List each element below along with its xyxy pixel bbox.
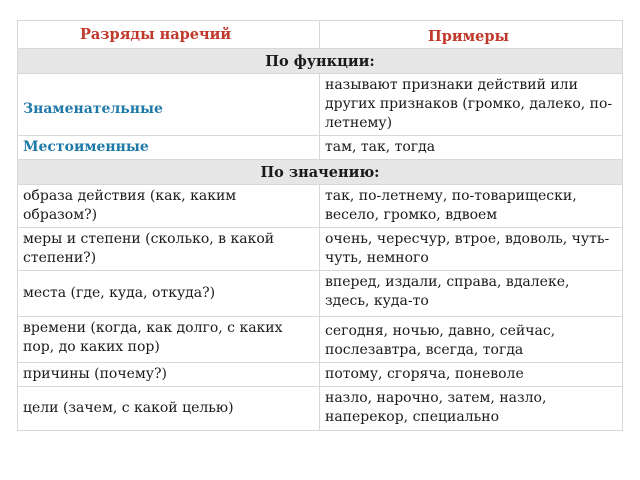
section-row-meaning — [18, 160, 623, 185]
category-cell: Местоименные — [18, 136, 320, 160]
examples-cell: сегодня, ночью, давно, сейчас, послезавтра, всегда, тогда — [320, 317, 623, 363]
category-cell: причины (почему?) — [18, 363, 320, 387]
table-row — [18, 271, 623, 317]
examples-cell: потому, сгоряча, поневоле — [320, 363, 623, 387]
category-cell: Знаменательные — [18, 74, 320, 136]
adverb-categories-table — [17, 20, 623, 431]
table-row — [18, 387, 623, 431]
category-cell: меры и степени (сколько, в какой степени?) — [18, 228, 320, 271]
category-cell: времени (когда, как долго, с каких пор, до каких пор) — [18, 317, 320, 363]
table-row — [18, 136, 623, 160]
examples-cell: вперед, издали, справа, вдалеке, здесь, куда-то — [320, 271, 623, 317]
examples-cell: там, так, тогда — [320, 136, 623, 160]
section-row-function — [18, 49, 623, 74]
table-row — [18, 185, 623, 228]
category-cell: места (где, куда, откуда?) — [18, 271, 320, 317]
section-title-function: По функции: — [18, 49, 623, 74]
section-title-meaning: По значению: — [18, 160, 623, 185]
table-row — [18, 317, 623, 363]
table-header-row — [18, 21, 623, 49]
header-categories: Разряды наречий — [18, 21, 320, 49]
category-cell: цели (зачем, с какой целью) — [18, 387, 320, 431]
examples-cell: называют признаки действий или других признаков (громко, далеко, по-летнему) — [320, 74, 623, 136]
table-row — [18, 228, 623, 271]
header-examples: Примеры — [320, 21, 623, 49]
table-row — [18, 363, 623, 387]
table-row — [18, 74, 623, 136]
examples-cell: очень, чересчур, втрое, вдоволь, чуть-чуть, немного — [320, 228, 623, 271]
examples-cell: так, по-летнему, по-товарищески, весело, громко, вдвоем — [320, 185, 623, 228]
category-cell: образа действия (как, каким образом?) — [18, 185, 320, 228]
examples-cell: назло, нарочно, затем, назло, наперекор, специально — [320, 387, 623, 431]
